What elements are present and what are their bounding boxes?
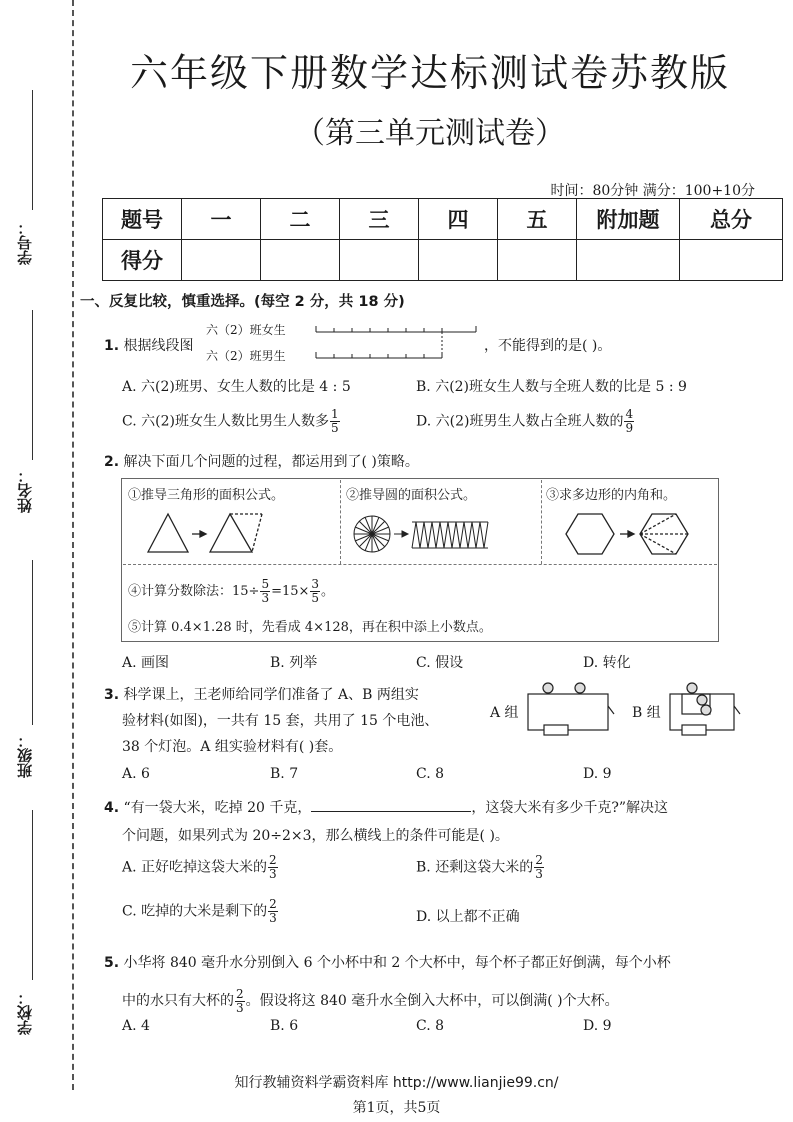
score-header-cell: 二 xyxy=(261,199,340,240)
score-table-score-row xyxy=(103,240,783,281)
q5-option-d[interactable]: D. 9 xyxy=(583,1018,612,1034)
q1-c-denominator: 5 xyxy=(330,421,339,435)
q2-item-4-part-b: =15× xyxy=(271,584,310,599)
q4-c-fraction xyxy=(268,898,278,925)
score-header-cell: 附加题 xyxy=(577,199,680,240)
q1-option-b[interactable]: B. 六(2)班女生人数与全班人数的比是 5 : 9 xyxy=(416,379,687,395)
score-table-header-row xyxy=(103,199,783,240)
q2-number: 2. xyxy=(104,454,120,470)
name-line xyxy=(32,310,33,460)
q5-line-2b: 。假设将这 840 毫升水全倒入大杯中，可以倒满( )个大杯。 xyxy=(245,993,619,1009)
circle-spoke xyxy=(372,521,385,534)
q2-divider xyxy=(123,564,717,565)
q1-c-numerator: 1 xyxy=(330,407,339,421)
q5-number: 5. xyxy=(104,955,120,971)
q1-number: 1. xyxy=(104,338,120,354)
score-header-cell: 总分 xyxy=(680,199,783,240)
q2-item-4-part-a: ④计算分数除法：15÷ xyxy=(128,584,260,599)
q2-fraction-2-den: 5 xyxy=(311,591,320,605)
class-line xyxy=(32,560,33,725)
q3-question xyxy=(104,682,438,760)
q2-item-4-part-c: 。 xyxy=(321,584,335,599)
q4-line-2: 个问题，如果列式为 20÷2×3，那么横线上的条件可能是( )。 xyxy=(122,828,509,844)
q5-denominator: 3 xyxy=(236,1000,244,1015)
q5-option-b[interactable]: B. 6 xyxy=(270,1018,299,1034)
q3-option-a[interactable]: A. 6 xyxy=(122,766,150,782)
q4-b-fraction xyxy=(534,854,544,881)
q3-option-c[interactable]: C. 8 xyxy=(416,766,445,782)
q1-option-c[interactable] xyxy=(122,408,341,435)
q2-option-b[interactable]: B. 列举 xyxy=(270,655,318,671)
q2-fraction-2-num: 3 xyxy=(311,577,320,591)
q5-numerator: 2 xyxy=(236,986,244,1001)
circle-spoke xyxy=(359,534,372,547)
q4-option-b[interactable] xyxy=(416,854,545,881)
q2-item-5: ⑤计算 0.4×1.28 时，先看成 4×128，再在积中添上小数点。 xyxy=(128,620,492,635)
q4-option-c-text: C. 吃掉的大米是剩下的 xyxy=(122,903,268,920)
q2-item-3: ③求多边形的内角和。 xyxy=(546,488,677,503)
q1-tail: ，不能得到的是( )。 xyxy=(484,338,612,354)
page-title: 六年级下册数学达标测试卷苏教版 xyxy=(129,51,730,95)
q3-option-b[interactable]: B. 7 xyxy=(270,766,299,782)
time-info: 时间：80分钟 满分：100+10分 xyxy=(550,183,755,199)
q1-option-d-text: D. 六(2)班男生人数占全班人数的 xyxy=(416,413,624,430)
binding-dashed-line xyxy=(72,0,74,1090)
q1-segment-diagram xyxy=(312,322,482,366)
class-label: 班级： xyxy=(16,733,34,778)
q5-question xyxy=(104,944,671,1020)
q3-line-3: 38 个灯泡。A 组实验材料有( )套。 xyxy=(122,739,343,755)
q3-number: 3. xyxy=(104,687,120,703)
q4-blank-line[interactable] xyxy=(311,797,471,812)
q2-item-2: ②推导圆的面积公式。 xyxy=(346,488,477,503)
score-header-cell: 五 xyxy=(498,199,577,240)
score-header-cell: 一 xyxy=(182,199,261,240)
section-1-heading: 一、反复比较，慎重选择。(每空 2 分，共 18 分) xyxy=(80,294,405,310)
score-header-cell: 题号 xyxy=(103,199,182,240)
q4-option-d[interactable]: D. 以上都不正确 xyxy=(416,909,520,925)
q4-b-numerator: 2 xyxy=(535,853,543,867)
q4-a-denominator: 3 xyxy=(269,867,277,881)
circle-to-rectangle-figure xyxy=(348,508,498,558)
q2-item-4 xyxy=(128,578,334,605)
q3-line-1: 科学课上，王老师给同学们准备了 A、B 两组实 xyxy=(123,687,419,703)
q1-d-denominator: 9 xyxy=(625,421,634,435)
q5-line-1: 小华将 840 毫升水分别倒入 6 个小杯中和 2 个大杯中，每个杯子都正好倒满，每个小杯 xyxy=(123,955,671,971)
score-cell[interactable] xyxy=(261,240,340,281)
student-no-line xyxy=(32,90,33,210)
q4-option-b-text: B. 还剩这袋大米的 xyxy=(416,859,534,876)
q2-item-1: ①推导三角形的面积公式。 xyxy=(128,488,285,503)
page-number: 第1页，共5页 xyxy=(352,1100,441,1116)
q1-d-fraction xyxy=(624,408,634,435)
q2-divider xyxy=(541,480,542,564)
score-cell[interactable] xyxy=(577,240,680,281)
q2-fraction-1-num: 5 xyxy=(261,577,270,591)
q1-option-c-text: C. 六(2)班女生人数比男生人数多 xyxy=(122,413,329,430)
q2-fraction-1-den: 3 xyxy=(261,591,270,605)
q2-fraction-2 xyxy=(310,578,320,605)
q4-a-numerator: 2 xyxy=(269,853,277,867)
circle-spoke xyxy=(359,521,372,534)
circle-spoke xyxy=(372,534,385,547)
q4-line-1a: “有一袋大米，吃掉 20 千克， xyxy=(123,800,312,816)
name-label: 姓名： xyxy=(16,468,34,513)
q5-option-a[interactable]: A. 4 xyxy=(122,1018,150,1034)
q2-option-c[interactable]: C. 假设 xyxy=(416,655,464,671)
q4-b-denominator: 3 xyxy=(535,867,543,881)
q5-line-2a: 中的水只有大杯的 xyxy=(122,993,234,1009)
q3-group-a-circuit xyxy=(524,678,616,738)
q5-option-c[interactable]: C. 8 xyxy=(416,1018,445,1034)
q2-text: 解决下面几个问题的过程，都运用到了( )策略。 xyxy=(123,454,419,470)
q3-group-b-circuit xyxy=(666,678,746,738)
q1-c-fraction xyxy=(330,408,340,435)
score-header-cell: 三 xyxy=(340,199,419,240)
q4-a-fraction xyxy=(268,854,278,881)
q4-c-numerator: 2 xyxy=(269,897,277,911)
q1-boys-label: 六（2）班男生 xyxy=(206,349,286,363)
q2-question xyxy=(104,452,419,472)
q4-option-c[interactable] xyxy=(122,898,279,925)
q3-group-b-label: B 组 xyxy=(632,705,661,721)
page-subtitle: （第三单元测试卷） xyxy=(295,116,565,151)
school-label: 学校： xyxy=(16,990,34,1035)
q1-girls-label: 六（2）班女生 xyxy=(206,323,286,337)
q4-question xyxy=(104,794,668,850)
student-no-label: 学号： xyxy=(16,220,34,265)
q3-option-d[interactable]: D. 9 xyxy=(583,766,612,782)
q1-lead xyxy=(104,336,194,356)
score-row-label: 得分 xyxy=(103,240,182,281)
q5-fraction xyxy=(235,988,245,1015)
q4-line-1b: ，这袋大米有多少千克?”解决这 xyxy=(471,800,669,816)
q4-number: 4. xyxy=(104,800,120,816)
q1-d-numerator: 4 xyxy=(625,407,634,421)
q2-option-d[interactable]: D. 转化 xyxy=(583,655,631,671)
q2-option-a[interactable]: A. 画图 xyxy=(122,655,170,671)
q3-line-2: 验材料(如图)，一共有 15 套，共用了 15 个电池、 xyxy=(122,713,439,729)
score-cell[interactable] xyxy=(498,240,577,281)
q1-option-a[interactable]: A. 六(2)班男、女生人数的比是 4 : 5 xyxy=(122,379,351,395)
school-line xyxy=(32,810,33,980)
q2-divider xyxy=(340,480,341,564)
q2-fraction-1 xyxy=(260,578,270,605)
score-cell[interactable] xyxy=(419,240,498,281)
score-cell[interactable] xyxy=(182,240,261,281)
q1-lead-text: 根据线段图 xyxy=(123,338,194,354)
score-table xyxy=(102,198,783,281)
polygon-angle-figure xyxy=(560,508,700,558)
q1-option-d[interactable] xyxy=(416,408,635,435)
q3-group-a-label: A 组 xyxy=(490,705,519,721)
q4-c-denominator: 3 xyxy=(269,911,277,925)
q4-option-a-text: A. 正好吃掉这袋大米的 xyxy=(122,859,268,876)
footer-site: 知行教辅资料学霸资料库 http://www.lianjie99.cn/ xyxy=(234,1075,559,1091)
score-cell[interactable] xyxy=(340,240,419,281)
triangle-to-parallelogram-figure xyxy=(140,508,270,558)
score-header-cell: 四 xyxy=(419,199,498,240)
score-cell[interactable] xyxy=(680,240,783,281)
q4-option-a[interactable] xyxy=(122,854,279,881)
